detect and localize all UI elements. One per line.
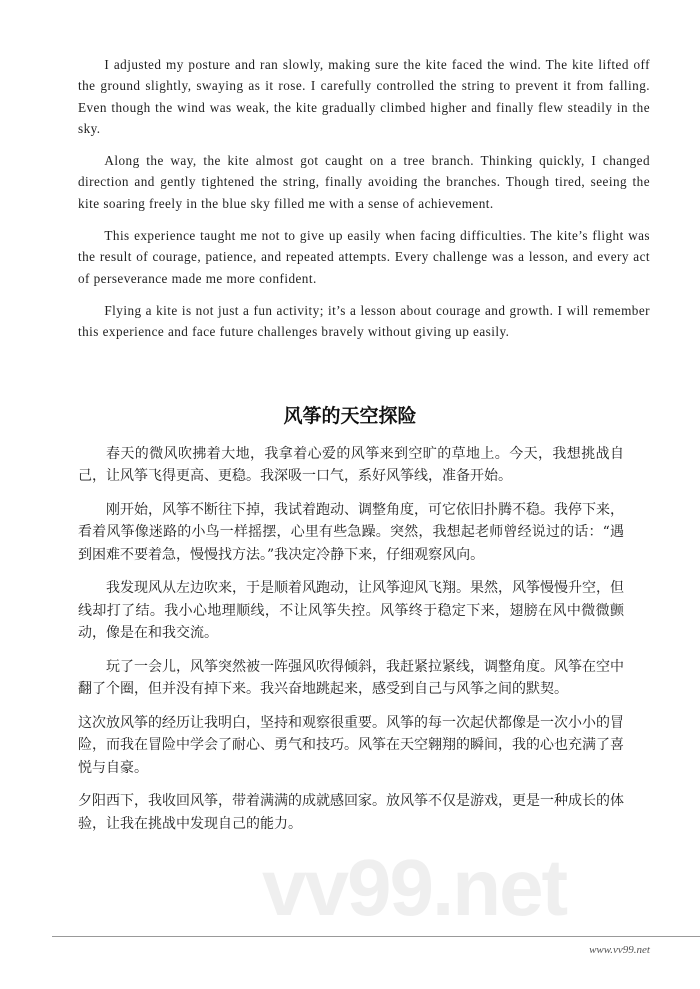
chinese-essay-title: 风筝的天空探险 bbox=[283, 404, 417, 427]
english-essay bbox=[78, 54, 650, 343]
footer-divider bbox=[52, 936, 700, 937]
chinese-paragraph: 刚开始，风筝不断往下掉，我试着跑动、调整角度，可它依旧扑腾不稳。我停下来，看着风筝像迷路的小鸟一样摇摆，心里有些急躁。突然，我想起老师曾经说过的话：“遇到困难不要着急，慢慢找方法。”我决定冷静下来，仔细观察风向。 bbox=[78, 501, 624, 563]
chinese-essay bbox=[78, 443, 624, 836]
chinese-paragraph: 玩了一会儿，风筝突然被一阵强风吹得倾斜，我赶紧拉紧线，调整角度。风筝在空中翻了个圈，但并没有掉下来。我兴奋地跳起来，感受到自己与风筝之间的默契。 bbox=[78, 658, 624, 698]
watermark: vv99.net bbox=[262, 843, 567, 933]
chinese-paragraph: 春天的微风吹拂着大地，我拿着心爱的风筝来到空旷的草地上。今天，我想挑战自己，让风筝飞得更高、更稳。我深吸一口气，系好风筝线，准备开始。 bbox=[78, 445, 624, 485]
english-paragraph: Flying a kite is not just a fun activity; it’s a lesson about courage and growth. I will remember this experience and face future challenges bravely without giving up easily. bbox=[78, 302, 650, 340]
chinese-paragraph: 我发现风从左边吹来，于是顺着风跑动，让风筝迎风飞翔。果然，风筝慢慢升空，但线却打了结。我小心地理顺线，不让风筝失控。风筝终于稳定下来，翅膀在风中微微颤动，像是在和我交流。 bbox=[78, 580, 624, 642]
footer-url: www.vv99.net bbox=[589, 944, 650, 957]
chinese-paragraph: 这次放风筝的经历让我明白，坚持和观察很重要。风筝的每一次起伏都像是一次小小的冒险，而我在冒险中学会了耐心、勇气和技巧。风筝在天空翱翔的瞬间，我的心也充满了喜悦与自豪。 bbox=[78, 714, 624, 776]
english-paragraph: I adjusted my posture and ran slowly, making sure the kite faced the wind. The kite lifted off the ground slightly, swaying as it rose. I carefully controlled the string to prevent it from falling. Even though the wind was weak, the kite gradually climbed higher and finally flew steadily in the sky. bbox=[78, 57, 650, 136]
english-paragraph: Along the way, the kite almost got caught on a tree branch. Thinking quickly, I changed direction and gently tightened the string, finally avoiding the branches. Though tired, seeing the kite soaring freely in the blue sky filled me with a sense of achievement. bbox=[78, 153, 650, 211]
english-paragraph: This experience taught me not to give up easily when facing difficulties. The kite’s flight was the result of courage, patience, and repeated attempts. Every challenge was a lesson, and every act of perseverance made me more confident. bbox=[78, 228, 650, 286]
chinese-paragraph: 夕阳西下，我收回风筝，带着满满的成就感回家。放风筝不仅是游戏，更是一种成长的体验，让我在挑战中发现自己的能力。 bbox=[78, 793, 624, 832]
